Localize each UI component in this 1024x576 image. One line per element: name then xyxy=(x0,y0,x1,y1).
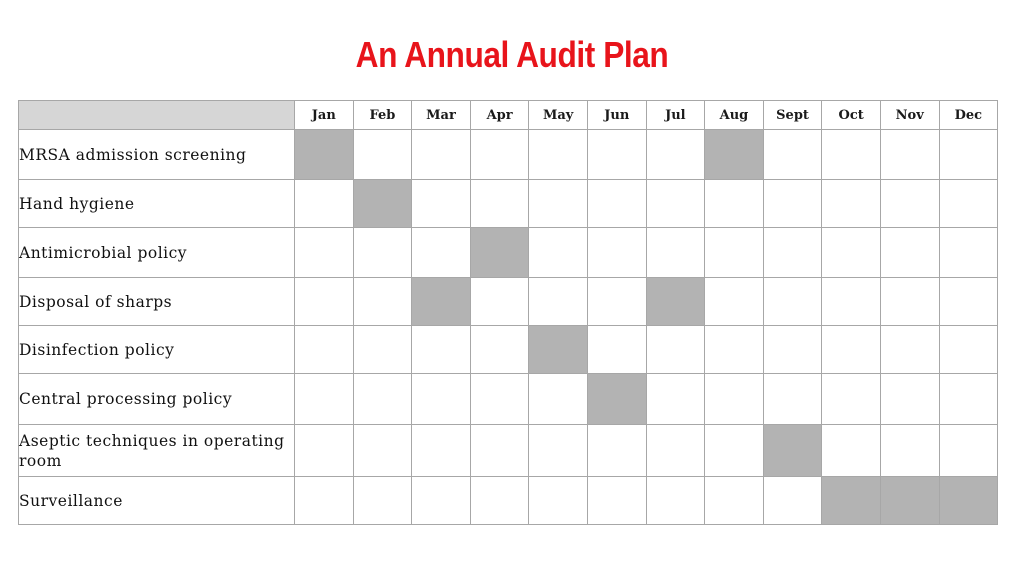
empty-cell xyxy=(646,180,705,228)
empty-cell xyxy=(295,180,354,228)
empty-cell xyxy=(646,425,705,477)
empty-cell xyxy=(412,180,471,228)
empty-cell xyxy=(587,228,646,278)
empty-cell xyxy=(587,180,646,228)
empty-cell xyxy=(939,228,998,278)
empty-cell xyxy=(939,425,998,477)
month-header-jul: Jul xyxy=(646,101,705,130)
empty-cell xyxy=(880,326,939,374)
empty-cell xyxy=(470,425,529,477)
empty-cell xyxy=(353,477,412,525)
activity-label: Central processing policy xyxy=(19,374,295,425)
empty-cell xyxy=(822,326,881,374)
month-header-jun: Jun xyxy=(587,101,646,130)
empty-cell xyxy=(822,180,881,228)
empty-cell xyxy=(412,130,471,180)
month-header-dec: Dec xyxy=(939,101,998,130)
empty-cell xyxy=(705,180,764,228)
empty-cell xyxy=(529,180,588,228)
audit-plan-table xyxy=(18,100,998,525)
empty-cell xyxy=(587,477,646,525)
table-row xyxy=(19,278,998,326)
scheduled-cell xyxy=(295,130,354,180)
activity-label: Disinfection policy xyxy=(19,326,295,374)
empty-cell xyxy=(880,228,939,278)
activity-label: Antimicrobial policy xyxy=(19,228,295,278)
empty-cell xyxy=(529,130,588,180)
empty-cell xyxy=(353,326,412,374)
empty-cell xyxy=(705,477,764,525)
empty-cell xyxy=(470,477,529,525)
empty-cell xyxy=(470,180,529,228)
empty-cell xyxy=(529,425,588,477)
empty-cell xyxy=(295,477,354,525)
empty-cell xyxy=(587,278,646,326)
empty-cell xyxy=(529,278,588,326)
audit-table-body xyxy=(19,130,998,525)
table-row xyxy=(19,425,998,477)
empty-cell xyxy=(939,130,998,180)
month-header-feb: Feb xyxy=(353,101,412,130)
empty-cell xyxy=(822,228,881,278)
empty-cell xyxy=(939,180,998,228)
scheduled-cell xyxy=(587,374,646,425)
activity-label: Surveillance xyxy=(19,477,295,525)
scheduled-cell xyxy=(412,278,471,326)
scheduled-cell xyxy=(470,228,529,278)
scheduled-cell xyxy=(646,278,705,326)
empty-cell xyxy=(295,425,354,477)
empty-cell xyxy=(587,130,646,180)
empty-cell xyxy=(763,477,822,525)
scheduled-cell xyxy=(353,180,412,228)
empty-cell xyxy=(470,374,529,425)
table-row xyxy=(19,374,998,425)
scheduled-cell xyxy=(705,130,764,180)
empty-cell xyxy=(295,374,354,425)
empty-cell xyxy=(353,130,412,180)
table-row xyxy=(19,130,998,180)
activity-label: MRSA admission screening xyxy=(19,130,295,180)
empty-cell xyxy=(939,374,998,425)
table-row xyxy=(19,228,998,278)
empty-cell xyxy=(470,326,529,374)
empty-cell xyxy=(880,278,939,326)
empty-cell xyxy=(939,326,998,374)
month-header-apr: Apr xyxy=(470,101,529,130)
table-row xyxy=(19,326,998,374)
page-title: An Annual Audit Plan xyxy=(355,34,669,75)
empty-cell xyxy=(353,425,412,477)
month-header-may: May xyxy=(529,101,588,130)
scheduled-cell xyxy=(939,477,998,525)
month-header-aug: Aug xyxy=(705,101,764,130)
month-header-row xyxy=(19,101,998,130)
scheduled-cell xyxy=(880,477,939,525)
empty-cell xyxy=(646,326,705,374)
empty-cell xyxy=(880,130,939,180)
scheduled-cell xyxy=(822,477,881,525)
empty-cell xyxy=(822,130,881,180)
empty-cell xyxy=(412,477,471,525)
empty-cell xyxy=(353,278,412,326)
empty-cell xyxy=(646,477,705,525)
empty-cell xyxy=(880,374,939,425)
empty-cell xyxy=(470,278,529,326)
month-header-sept: Sept xyxy=(763,101,822,130)
table-row xyxy=(19,477,998,525)
empty-cell xyxy=(880,425,939,477)
empty-cell xyxy=(705,425,764,477)
empty-cell xyxy=(763,374,822,425)
empty-cell xyxy=(587,326,646,374)
month-header-jan: Jan xyxy=(295,101,354,130)
month-header-mar: Mar xyxy=(412,101,471,130)
activity-label: Disposal of sharps xyxy=(19,278,295,326)
empty-cell xyxy=(529,374,588,425)
empty-cell xyxy=(412,228,471,278)
empty-cell xyxy=(763,228,822,278)
scheduled-cell xyxy=(529,326,588,374)
empty-cell xyxy=(763,278,822,326)
empty-cell xyxy=(529,477,588,525)
table-row xyxy=(19,180,998,228)
empty-cell xyxy=(587,425,646,477)
empty-cell xyxy=(295,278,354,326)
empty-cell xyxy=(470,130,529,180)
empty-cell xyxy=(646,374,705,425)
empty-cell xyxy=(705,278,764,326)
empty-cell xyxy=(353,374,412,425)
activity-label: Hand hygiene xyxy=(19,180,295,228)
empty-cell xyxy=(822,374,881,425)
empty-cell xyxy=(295,326,354,374)
empty-cell xyxy=(705,228,764,278)
header-corner-cell xyxy=(19,101,295,130)
empty-cell xyxy=(412,374,471,425)
scheduled-cell xyxy=(763,425,822,477)
empty-cell xyxy=(822,425,881,477)
empty-cell xyxy=(705,326,764,374)
activity-label: Aseptic techniques in operating room xyxy=(19,425,295,477)
empty-cell xyxy=(412,326,471,374)
empty-cell xyxy=(646,228,705,278)
empty-cell xyxy=(295,228,354,278)
empty-cell xyxy=(646,130,705,180)
empty-cell xyxy=(763,180,822,228)
empty-cell xyxy=(763,130,822,180)
empty-cell xyxy=(763,326,822,374)
month-header-oct: Oct xyxy=(822,101,881,130)
empty-cell xyxy=(353,228,412,278)
empty-cell xyxy=(939,278,998,326)
empty-cell xyxy=(705,374,764,425)
empty-cell xyxy=(822,278,881,326)
month-header-nov: Nov xyxy=(880,101,939,130)
empty-cell xyxy=(529,228,588,278)
empty-cell xyxy=(412,425,471,477)
empty-cell xyxy=(880,180,939,228)
